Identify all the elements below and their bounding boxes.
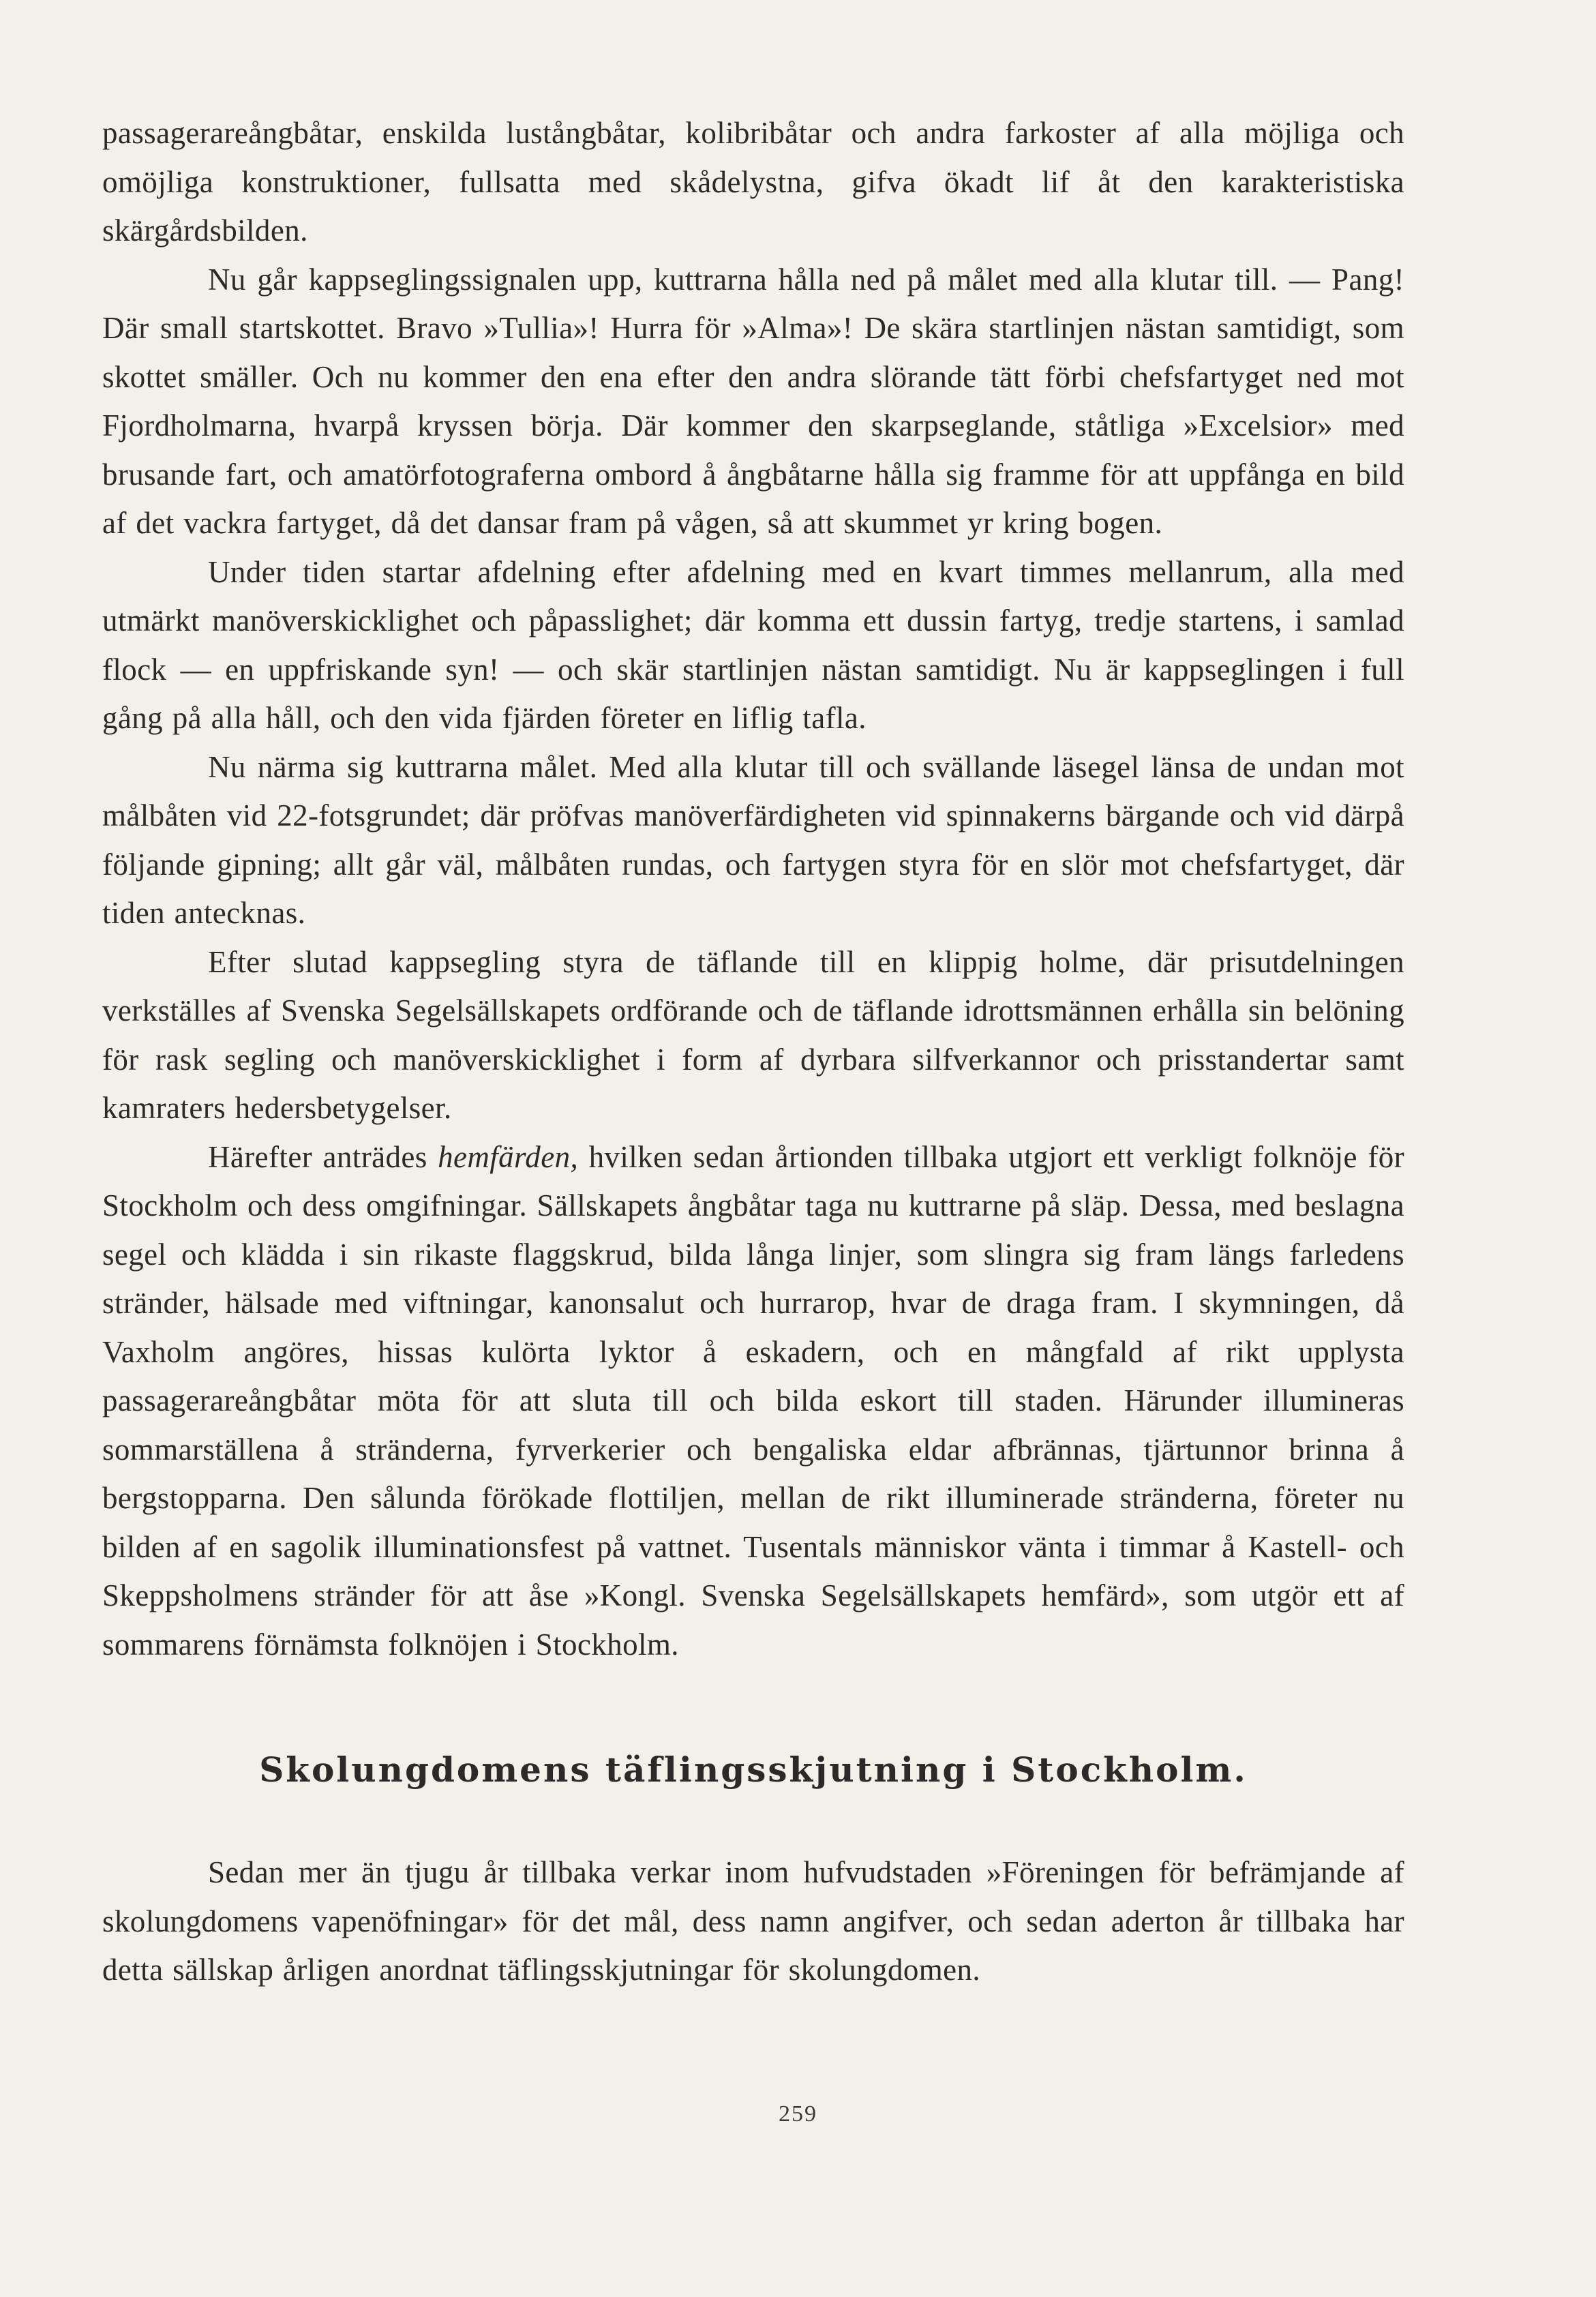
page-number: 259	[779, 2101, 817, 2127]
paragraph-prize-giving: Efter slutad kappsegling styra de täflande till en klippig holme, där prisutdelningen verkställes af Svenska Segelsällskapets ordförande och de täflande idrottsmännen erhålla sin belöning för rask segling och manöverskicklighet i form af dyrbara silfverkannor och prisstandertar samt kamraters hedersbetygelser.	[102, 944, 1404, 1125]
paragraph-start-signal: Nu går kappseglingssignalen upp, kuttrarna hålla ned på målet med alla klutar till. — Pang! Där small startskottet. Bravo »Tullia»! Hurra för »Alma»! De skära startlinjen nästan samtidigt, som skottet smäller. Och nu kommer den ena efter den andra slörande tätt förbi chefsfartyget ned mot Fjordholmarna, hvarpå kryssen börja. Där kommer den skarpseglande, ståtliga »Excelsior» med brusande fart, och amatörfotograferna ombord å ångbåtarne hålla sig framme för att uppfånga en bild af det vackra fartyget, då det dansar fram på vågen, så att skummet yr kring bogen.	[102, 262, 1404, 540]
homeward-emphasis: hemfärden,	[438, 1139, 579, 1174]
paragraph-continuation: passagerareångbåtar, enskilda lustångbåtar, kolibribåtar och andra farkoster af alla möjliga och omöjliga konstruktioner, fullsatta med skådelystna, gifva ökadt lif åt den karakteristiska skärgårdsbilden.	[102, 116, 1404, 247]
paragraph-school-shooting: Sedan mer än tjugu år tillbaka verkar inom hufvudstaden »Föreningen för befrämjande af skolungdomens vapenöfningar» för det mål, dess namn angifver, och sedan aderton år tillbaka har detta sällskap årligen anordnat täflingsskjutningar för skolungdomen.	[102, 1855, 1404, 1987]
paragraph-approaching-goal: Nu närma sig kuttrarna målet. Med alla klutar till och svällande läsegel länsa de undan mot målbåten vid 22-fotsgrundet; där pröfvas manöverfärdigheten vid spinnakerns bärgande och vid därpå följande gipning; allt går väl, målbåten rundas, och fartygen styra för en slör mot chefsfartyget, där tiden antecknas.	[102, 749, 1404, 930]
homeward-text-before: Härefter anträdes	[208, 1139, 438, 1174]
page-body	[102, 109, 1404, 1995]
paragraph-divisions-start: Under tiden startar afdelning efter afdelning med en kvart timmes mellanrum, alla med utmärkt manöverskicklighet och påpasslighet; där komma ett dussin fartyg, tredje startens, i samlad flock — en uppfriskande syn! — och skär startlinjen nästan samtidigt. Nu är kappseglingen i full gång på alla håll, och den vida fjärden företer en liflig tafla.	[102, 554, 1404, 735]
paragraph-homeward-voyage	[102, 1133, 1404, 1670]
section-heading: Skolungdomens täflingsskjutning i Stockholm.	[259, 1750, 1248, 1790]
homeward-text-after: hvilken sedan årtionden tillbaka utgjort ett verkligt folknöje för Stockholm och dess omgifningar. Sällskapets ångbåtar taga nu kuttrarne på släp. Dessa, med beslagna segel och klädda i sin rikaste flaggskrud, bilda långa linjer, som slingra sig fram längs farledens stränder, hälsade med viftningar, kanonsalut och hurrarop, hvar de draga fram. I skymningen, då Vaxholm angöres, hissas kulörta lyktor å eskadern, och en mångfald af rikt upplysta passagerareångbåtar möta för att sluta till och bilda eskort till staden. Härunder illumineras sommarställena å stränderna, fyrverkerier och bengaliska eldar afbrännas, tjärtunnor brinna å bergstopparna. Den sålunda förökade flottiljen, mellan de rikt illuminerade stränderna, företer nu bilden af en sagolik illuminationsfest på vattnet. Tusentals människor vänta i timmar å Kastell- och Skeppsholmens stränder för att åse »Kongl. Svenska Segelsällskapets hemfärd», som utgör ett af sommarens förnämsta folknöjen i Stockholm.	[102, 1139, 1404, 1662]
